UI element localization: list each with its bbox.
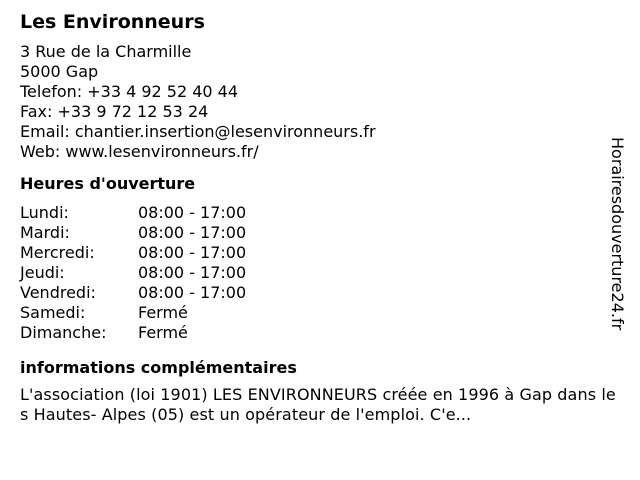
address-city: 5000 Gap xyxy=(20,62,99,81)
day-label: Dimanche: xyxy=(20,323,107,342)
day-hours: 08:00 - 17:00 xyxy=(138,283,247,302)
hours-row-sunday xyxy=(20,323,610,343)
day-hours: Fermé xyxy=(138,323,188,342)
day-hours: Fermé xyxy=(138,303,188,322)
hours-row-friday xyxy=(20,283,610,303)
phone-text: Telefon: +33 4 92 52 40 44 xyxy=(20,82,239,101)
day-label: Jeudi: xyxy=(20,263,65,282)
hours-table xyxy=(20,203,610,343)
day-label: Vendredi: xyxy=(20,283,96,302)
hours-row-wednesday xyxy=(20,243,610,263)
day-hours: 08:00 - 17:00 xyxy=(138,203,247,222)
hours-row-monday xyxy=(20,203,610,223)
business-name: Les Environneurs xyxy=(20,11,205,33)
hours-row-saturday xyxy=(20,303,610,323)
site-watermark: Horairesdouverture24.fr xyxy=(608,137,627,331)
website-text: Web: www.lesenvironneurs.fr/ xyxy=(20,142,259,161)
business-card xyxy=(20,10,616,425)
fax-text: Fax: +33 9 72 12 53 24 xyxy=(20,102,209,121)
day-label: Samedi: xyxy=(20,303,86,322)
info-heading: informations complémentaires xyxy=(20,358,297,377)
day-hours: 08:00 - 17:00 xyxy=(138,263,247,282)
day-hours: 08:00 - 17:00 xyxy=(138,223,247,242)
hours-row-tuesday xyxy=(20,223,610,243)
hours-heading: Heures d'ouverture xyxy=(20,174,196,193)
day-label: Lundi: xyxy=(20,203,69,222)
description-text: L'association (loi 1901) LES ENVIRONNEURS créée en 1996 à Gap dans les Hautes- Alpes (05) est un opérateur de l'emploi. C'e... xyxy=(20,385,616,424)
day-label: Mercredi: xyxy=(20,243,95,262)
email-text: Email: chantier.insertion@lesenvironneurs.fr xyxy=(20,122,376,141)
day-label: Mardi: xyxy=(20,223,70,242)
day-hours: 08:00 - 17:00 xyxy=(138,243,247,262)
contact-block xyxy=(20,42,610,162)
hours-row-thursday xyxy=(20,263,610,283)
address-street: 3 Rue de la Charmille xyxy=(20,42,192,61)
